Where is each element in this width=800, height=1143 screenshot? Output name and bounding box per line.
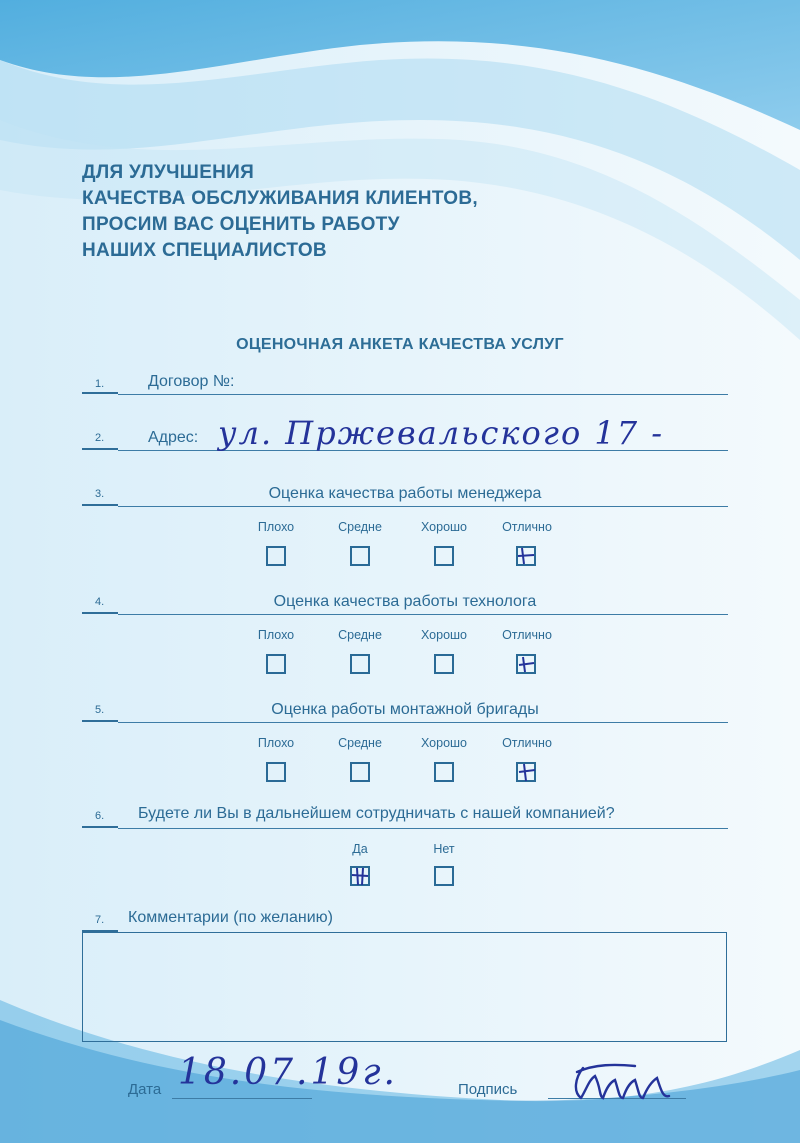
item-number-2: 2. xyxy=(95,432,105,444)
item-number-7: 7. xyxy=(95,914,105,926)
checkbox-bad[interactable] xyxy=(266,546,286,566)
item-number-3: 3. xyxy=(95,488,105,500)
number-underline xyxy=(82,720,118,722)
address-label: Адрес: xyxy=(148,429,199,446)
checkbox-excellent-checked[interactable] xyxy=(516,546,536,566)
header-line-3: ПРОСИМ ВАС ОЦЕНИТЬ РАБОТУ xyxy=(82,214,400,235)
option-label-bad: Плохо xyxy=(257,736,295,750)
option-label-average: Средне xyxy=(338,520,382,534)
checkbox-good[interactable] xyxy=(434,546,454,566)
checkbox-good[interactable] xyxy=(434,654,454,674)
item-number-5: 5. xyxy=(95,704,105,716)
checkbox-bad[interactable] xyxy=(266,654,286,674)
number-underline xyxy=(82,504,118,506)
checkbox-average[interactable] xyxy=(350,546,370,566)
question-line xyxy=(118,828,728,829)
option-label-good: Хорошо xyxy=(420,736,468,750)
checkbox-excellent-checked[interactable] xyxy=(516,654,536,674)
option-label-no: Нет xyxy=(433,842,455,856)
checkbox-average[interactable] xyxy=(350,762,370,782)
check-mark-icon xyxy=(516,762,536,782)
manager-rating-question: Оценка качества работы менеджера xyxy=(268,485,542,502)
option-label-good: Хорошо xyxy=(420,628,468,642)
date-label: Дата xyxy=(128,1081,162,1098)
number-underline xyxy=(82,612,118,614)
question-line xyxy=(118,722,728,723)
checkbox-bad[interactable] xyxy=(266,762,286,782)
number-underline xyxy=(82,826,118,828)
date-value[interactable]: 18.07.19г. xyxy=(178,1052,398,1093)
number-underline xyxy=(82,392,118,394)
option-label-excellent: Отлично xyxy=(502,628,552,642)
form-title: ОЦЕНОЧНАЯ АНКЕТА КАЧЕСТВА УСЛУГ xyxy=(236,336,564,353)
checkbox-excellent-checked[interactable] xyxy=(516,762,536,782)
item-number-6: 6. xyxy=(95,810,105,822)
contract-field-line xyxy=(118,394,728,395)
intro-header xyxy=(82,160,478,264)
checkbox-average[interactable] xyxy=(350,654,370,674)
checkbox-good[interactable] xyxy=(434,762,454,782)
option-label-average: Средне xyxy=(338,736,382,750)
technologist-rating-question: Оценка качества работы технолога xyxy=(273,593,537,610)
check-mark-icon xyxy=(516,546,536,566)
item-number-4: 4. xyxy=(95,596,105,608)
signature-image xyxy=(565,1058,685,1108)
installation-rating-question: Оценка работы монтажной бригады xyxy=(271,701,539,718)
date-field-line xyxy=(172,1098,312,1099)
signature-label: Подпись xyxy=(458,1081,518,1098)
contract-label: Договор №: xyxy=(148,373,235,390)
header-line-1: ДЛЯ УЛУЧШЕНИЯ xyxy=(82,162,255,183)
check-mark-icon xyxy=(516,654,536,674)
option-label-average: Средне xyxy=(338,628,382,642)
check-mark-icon xyxy=(350,866,370,886)
checkbox-yes-checked[interactable] xyxy=(350,866,370,886)
comments-label: Комментарии (по желанию) xyxy=(128,909,333,926)
number-underline xyxy=(82,448,118,450)
comments-textarea[interactable] xyxy=(82,932,727,1042)
option-label-excellent: Отлично xyxy=(502,736,552,750)
option-label-excellent: Отлично xyxy=(502,520,552,534)
question-line xyxy=(118,506,728,507)
option-label-bad: Плохо xyxy=(257,520,295,534)
option-label-good: Хорошо xyxy=(420,520,468,534)
cooperation-question: Будете ли Вы в дальнейшем сотрудничать с нашей компанией? xyxy=(138,805,615,822)
question-line xyxy=(118,614,728,615)
header-line-2: КАЧЕСТВА ОБСЛУЖИВАНИЯ КЛИЕНТОВ, xyxy=(82,188,478,209)
option-label-yes: Да xyxy=(352,842,368,856)
item-number-1: 1. xyxy=(95,378,105,390)
address-value[interactable]: ул. Пржевальского 17 - xyxy=(218,414,665,452)
header-line-4: НАШИХ СПЕЦИАЛИСТОВ xyxy=(82,240,327,261)
option-label-bad: Плохо xyxy=(257,628,295,642)
checkbox-no[interactable] xyxy=(434,866,454,886)
